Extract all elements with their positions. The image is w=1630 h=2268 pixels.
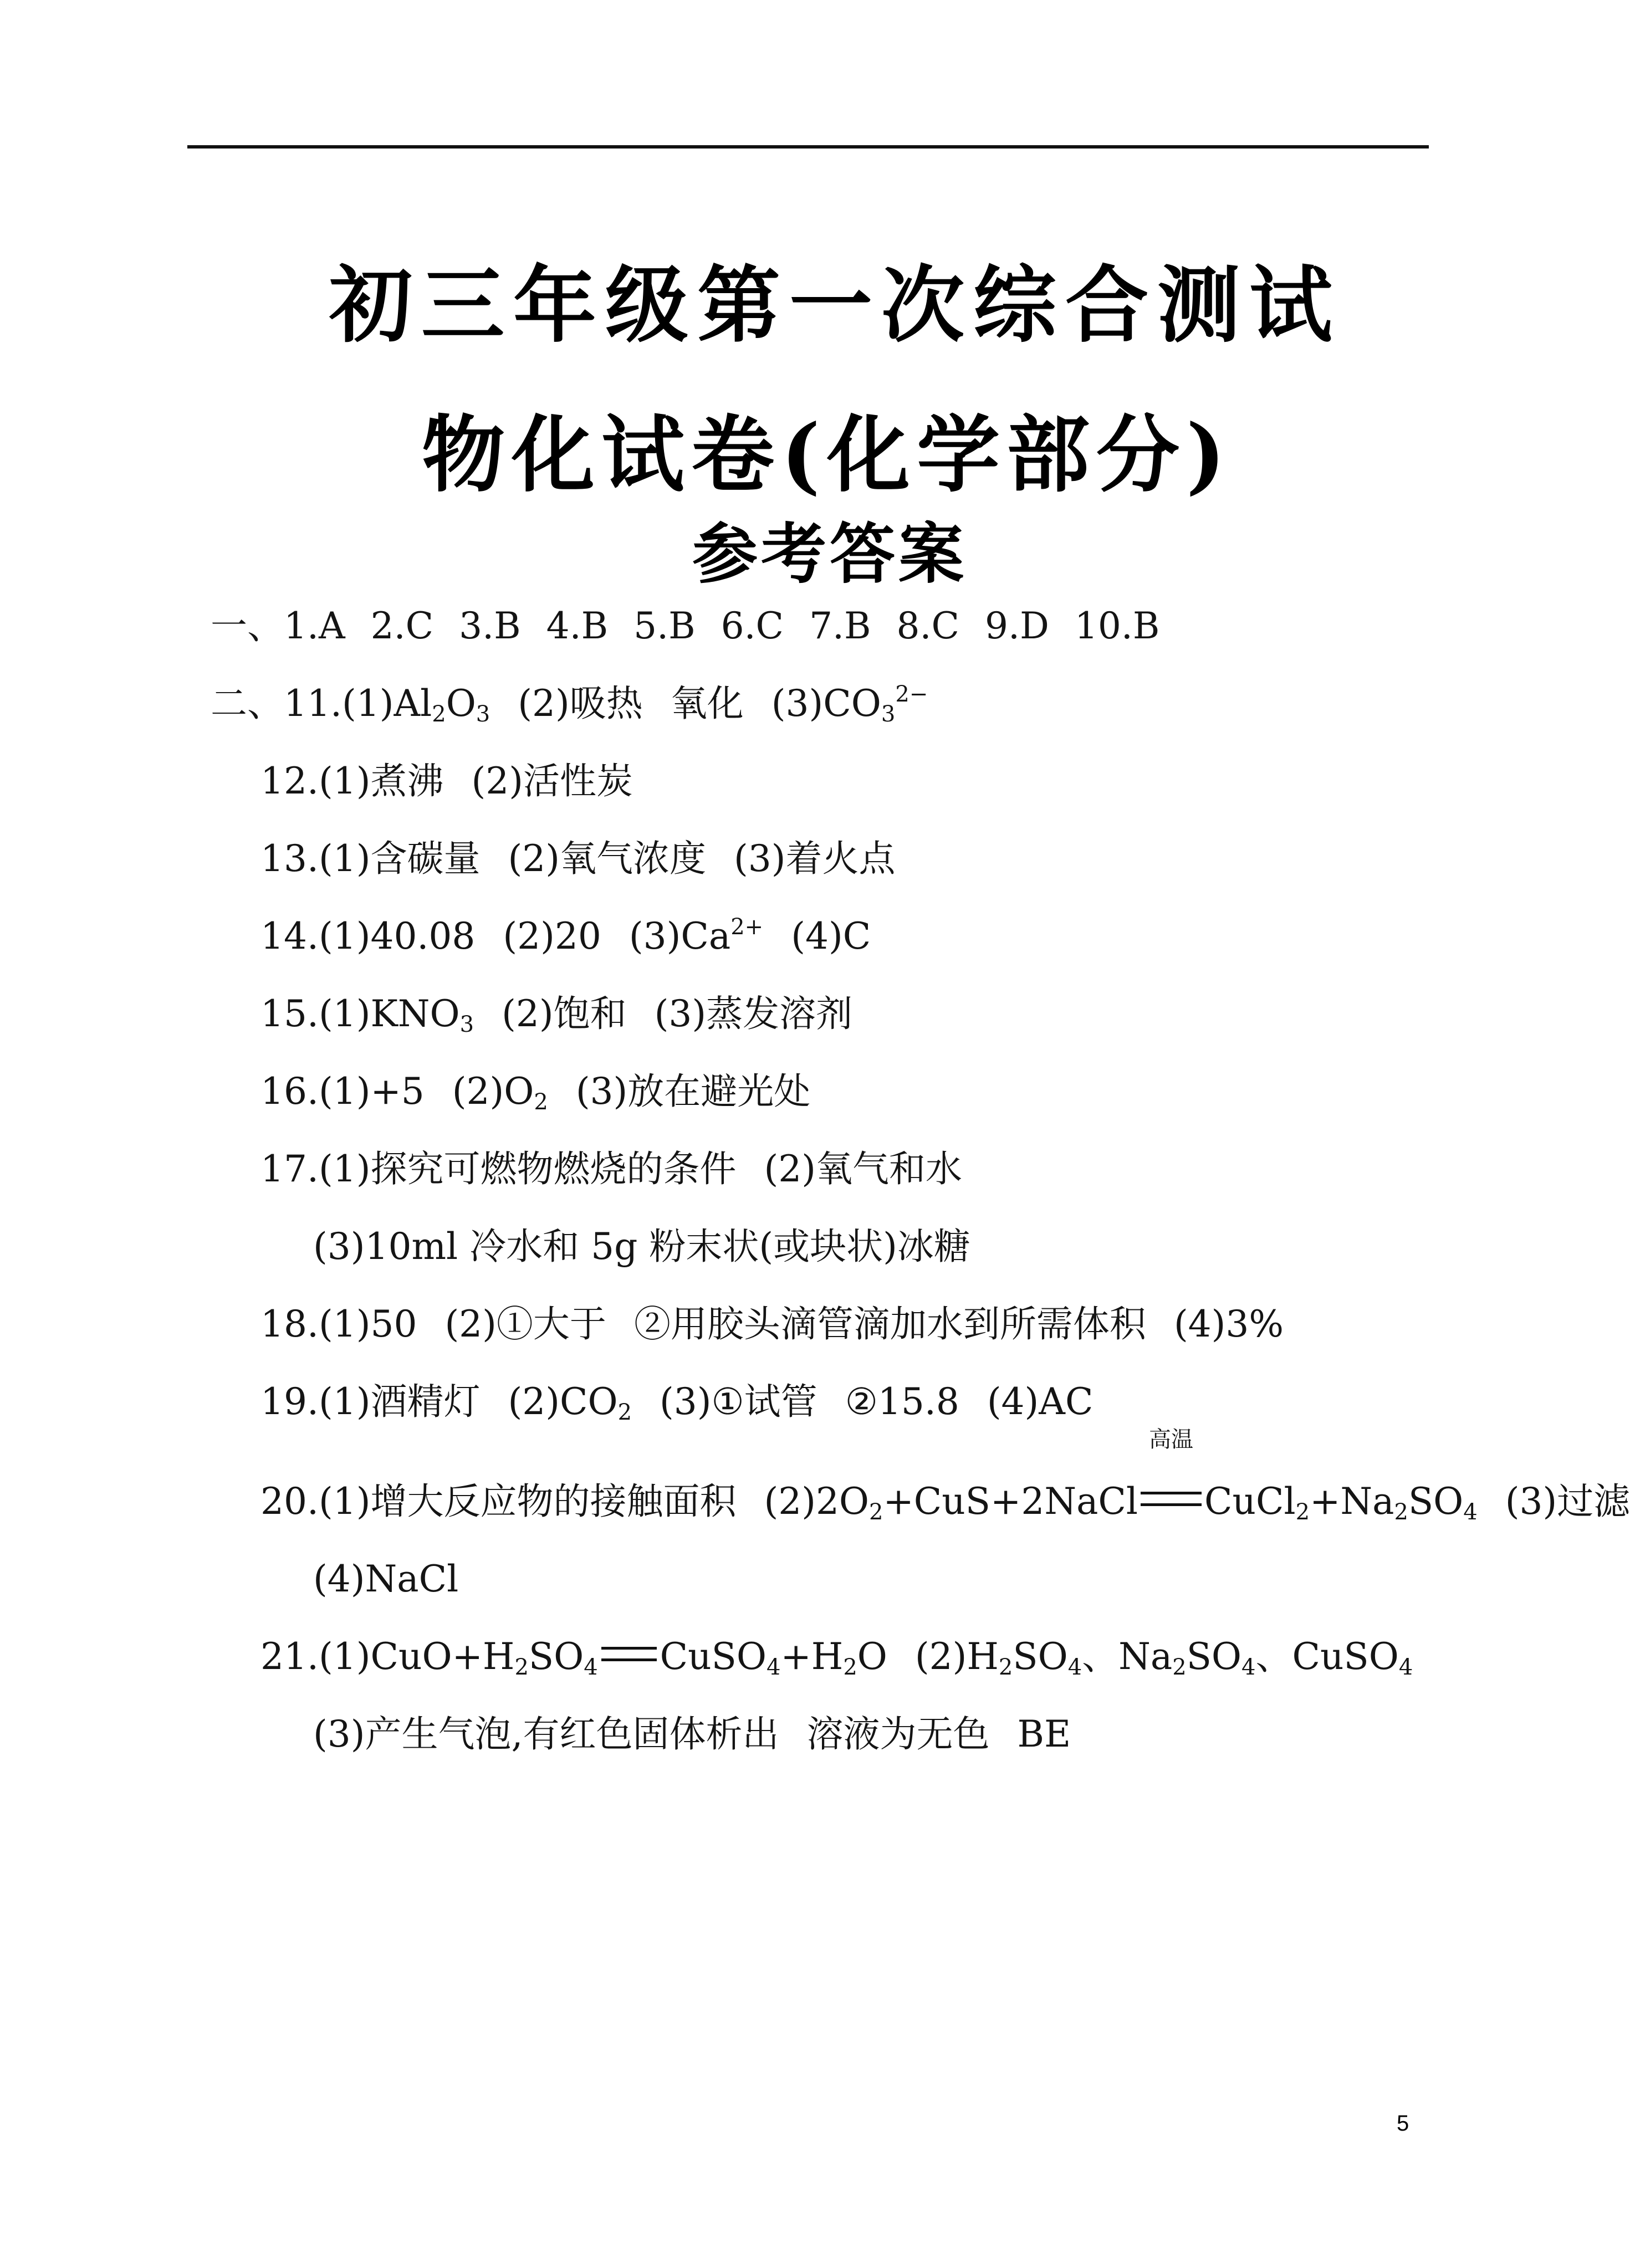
answer-text: (2)氧气和水 [764, 1148, 962, 1190]
answer-text: (3)产生气泡,有红色固体析出 [313, 1713, 779, 1755]
answer-text: 15.(1)KNO [260, 992, 460, 1035]
subscript: 4 [767, 1655, 781, 1680]
answer-text: +CuS+2NaCl [883, 1480, 1138, 1523]
page-subtitle: 物化试卷(化学部分) [422, 406, 1232, 504]
subscript: 2 [1394, 1499, 1408, 1525]
answer-item: 1.A [284, 605, 345, 647]
answer-text: ②用胶头滴管滴加水到所需体积 [633, 1303, 1146, 1345]
subscript: 3 [476, 702, 490, 727]
answer-text: (2)①大于 [444, 1303, 606, 1345]
subscript: 3 [459, 1012, 474, 1037]
answer-row-21 [211, 1618, 1458, 1696]
section-label: 一、 [211, 605, 284, 647]
answer-text: 、CuSO [1255, 1635, 1399, 1678]
subscript: 4 [1067, 1655, 1082, 1680]
reaction-condition [1138, 1427, 1204, 1540]
answer-text: (2)H [914, 1635, 999, 1678]
answer-row-13 [211, 820, 1458, 898]
answer-row-12 [211, 743, 1458, 820]
answer-text: (2)氧气浓度 [508, 837, 706, 880]
answer-row-16 [211, 1053, 1458, 1130]
answer-text: 19.(1)酒精灯 [260, 1380, 481, 1423]
subscript: 2 [534, 1089, 548, 1115]
page-title: 初三年级第一次综合测试 [329, 257, 1341, 354]
answer-text: SO [1408, 1480, 1464, 1523]
answer-item: 5.B [633, 605, 696, 647]
equals-sign [601, 1647, 657, 1661]
answer-list [211, 587, 1630, 1773]
answer-text: (4)AC [987, 1380, 1094, 1423]
answer-text: 13.(1)含碳量 [260, 837, 481, 880]
equals-sign [1141, 1492, 1202, 1506]
answer-row-17-cont [211, 1208, 1458, 1286]
answer-text: O [857, 1635, 887, 1678]
answer-text: (2)2O [764, 1480, 870, 1523]
answer-row-17 [211, 1130, 1458, 1208]
answer-text: (4)NaCl [313, 1558, 459, 1600]
subscript: 2 [514, 1655, 529, 1680]
answer-text: BE [1017, 1713, 1071, 1755]
answer-item: 3.B [459, 605, 521, 647]
answer-row-19 [211, 1363, 1458, 1441]
answer-row-20 [211, 1427, 1630, 1540]
answer-row-21-cont [211, 1696, 1458, 1773]
answer-row-14 [211, 898, 1458, 975]
superscript: 2− [895, 682, 928, 707]
answer-text: +Na [1310, 1480, 1394, 1523]
subscript: 4 [1463, 1499, 1478, 1525]
answer-row-20-cont [211, 1540, 1458, 1618]
answer-text: (2)活性炭 [471, 760, 633, 802]
answer-text: (3)Ca [629, 915, 731, 958]
answer-text: (4)3% [1173, 1303, 1284, 1345]
answer-text: 11.(1)Al [284, 682, 432, 725]
subscript: 4 [584, 1655, 598, 1680]
answer-item: 7.B [809, 605, 871, 647]
answer-text: (3)10ml 冷水和 5g 粉末状(或块状)冰糖 [313, 1225, 970, 1268]
answer-text: O [446, 682, 476, 725]
answer-text: (3)CO [771, 682, 881, 725]
answer-text: CuCl [1204, 1480, 1296, 1523]
condition-label: 高温 [1149, 1427, 1194, 1452]
page-number: 5 [1397, 2111, 1409, 2136]
answer-text: (2)吸热 [518, 682, 643, 725]
answer-row-18 [211, 1286, 1458, 1363]
answer-text: (2)饱和 [502, 992, 627, 1035]
answer-row-section1 [211, 587, 1458, 665]
answer-item: 8.C [896, 605, 960, 647]
answer-text: (3)①试管 [660, 1380, 817, 1423]
answer-text: (3)着火点 [733, 837, 896, 880]
subscript: 2 [1295, 1499, 1310, 1525]
answer-item: 9.D [985, 605, 1049, 647]
answer-text: 14.(1)40.08 [260, 915, 476, 958]
answer-text: 氧化 [670, 682, 744, 725]
header-rule [187, 145, 1429, 149]
subscript: 4 [1241, 1655, 1256, 1680]
subscript: 2 [869, 1499, 883, 1525]
answer-text: (4)C [791, 915, 871, 958]
answer-text: (2)20 [503, 915, 601, 958]
answer-text: 溶液为无色 [806, 1713, 990, 1755]
answer-text: (2)O [452, 1070, 534, 1113]
answer-text: (3)过滤 [1505, 1480, 1630, 1523]
answer-item: 6.C [721, 605, 784, 647]
subscript: 2 [432, 702, 446, 727]
answer-text: SO [528, 1635, 584, 1678]
answer-text: (3)蒸发溶剂 [654, 992, 853, 1035]
subscript: 2 [843, 1655, 857, 1680]
subscript: 2 [1172, 1655, 1187, 1680]
subscript: 2 [998, 1655, 1013, 1680]
answer-text: 、Na [1082, 1635, 1173, 1678]
answer-text: 21.(1)CuO+H [260, 1635, 515, 1678]
answer-text: SO [1186, 1635, 1242, 1678]
answer-item: 2.C [370, 605, 434, 647]
answer-text: CuSO [660, 1635, 767, 1678]
answer-text: +H [780, 1635, 844, 1678]
answer-text: 18.(1)50 [260, 1303, 417, 1345]
answer-row-15 [211, 975, 1458, 1053]
answer-text: 12.(1)煮沸 [260, 760, 444, 802]
answer-key-heading: 参考答案 [692, 515, 967, 592]
answer-text: (3)放在避光处 [575, 1070, 811, 1113]
answer-text: SO [1013, 1635, 1068, 1678]
section-label: 二、 [211, 682, 284, 725]
subscript: 3 [881, 702, 896, 727]
answer-text: 20.(1)增大反应物的接触面积 [260, 1480, 737, 1523]
subscript: 4 [1398, 1655, 1413, 1680]
answer-text: (2)CO [508, 1380, 618, 1423]
answer-text: 17.(1)探究可燃物燃烧的条件 [260, 1148, 737, 1190]
answer-text: ②15.8 [845, 1380, 959, 1423]
superscript: 2+ [730, 914, 764, 940]
answer-text: 16.(1)+5 [260, 1070, 425, 1113]
answer-item: 4.B [546, 605, 609, 647]
subscript: 2 [617, 1400, 632, 1425]
answer-item: 10.B [1074, 605, 1160, 647]
answer-row-11 [211, 665, 1458, 743]
